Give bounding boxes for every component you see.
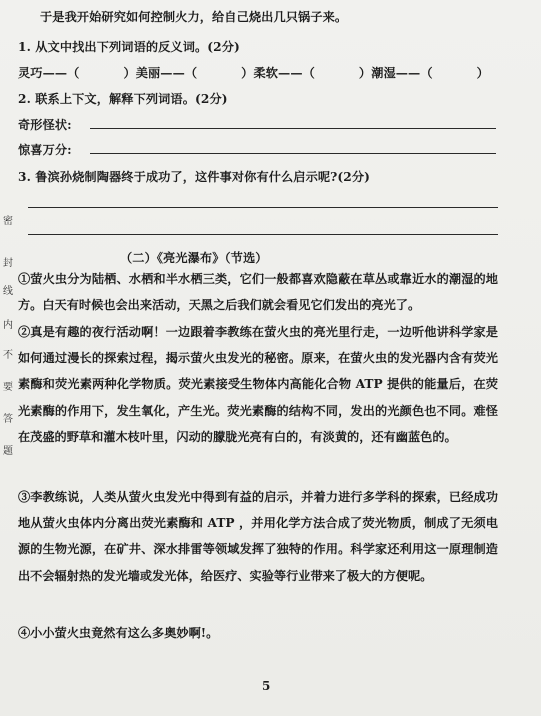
antonym-pair-4: ）潮湿——（ <box>358 66 433 80</box>
margin-mark-8: 题 <box>3 446 13 457</box>
term-1-label: 奇形怪状: <box>18 118 72 132</box>
question-3-prompt: 3. 鲁滨孙烧制陶器终于成功了，这件事对你有什么启示呢?(2分) <box>18 170 371 184</box>
margin-mark-4: 内 <box>3 320 13 331</box>
page-number: 5 <box>262 679 271 693</box>
antonym-pair-2: ）美丽——（ <box>123 66 198 80</box>
answer-line-term-1 <box>90 128 496 129</box>
antonym-pair-end: ） <box>476 66 489 80</box>
margin-mark-2: 封 <box>3 258 13 269</box>
term-2-label: 惊喜万分: <box>18 143 72 157</box>
question-1-prompt: 1. 从文中找出下列词语的反义词。(2分) <box>18 40 240 54</box>
margin-mark-7: 答 <box>3 414 13 425</box>
paragraph-2: ②真是有趣的夜行活动啊！一边跟着李教练在萤火虫的亮光里行走，一边听他讲科学家是如何通过漫长的探索过程，揭示萤火虫发光的秘密。原来，在萤火虫的发光器内含有荧光素酶和荧光素两种化学物质。荧光素接受生物体内高能化合物 ATP 提供的能量后，在荧光素酶的作用下，发生氧化，产生光。荧光素酶的结构不同，发出的光颜色也不同。难怪在茂盛的野草和灌木枝叶里，闪动的朦胧光亮有白的，有淡黄的，还有幽蓝色的。 <box>18 325 498 444</box>
margin-mark-6: 要 <box>3 382 13 393</box>
question-1-antonyms <box>18 64 489 81</box>
section-title: （二）《亮光瀑布》（节选） <box>120 251 268 265</box>
antonym-pair-3: ）柔软——（ <box>241 66 315 80</box>
antonym-pair-1: 灵巧——（ <box>18 66 80 80</box>
answer-line-q3-2 <box>28 234 498 235</box>
paragraph-3: ③李教练说，人类从萤火虫发光中得到有益的启示，并着力进行多学科的探索，已经成功地从萤火虫体内分离出荧光素酶和 ATP ，并用化学方法合成了荧光物质，制成了无须电源的生物光源，在矿井、深水排雷等领域发挥了独特的作用。科学家还利用这一原理制造出不会辐射热的发光墙或发光体，给医疗、实验等行业带来了极大的方便呢。 <box>18 490 498 583</box>
intro-line: 于是我开始研究如何控制火力，给自己烧出几只锅子来。 <box>40 10 348 24</box>
margin-mark-5: 不 <box>3 350 13 361</box>
paragraph-1: ①萤火虫分为陆栖、水栖和半水栖三类，它们一般都喜欢隐蔽在草丛或靠近水的潮湿的地方。白天有时候也会出来活动，天黑之后我们就会看见它们发出的亮光了。 <box>18 272 498 313</box>
margin-mark-1: 密 <box>3 216 13 227</box>
answer-line-q3-1 <box>28 207 498 208</box>
question-2-prompt: 2. 联系上下文，解释下列词语。(2分) <box>18 92 228 106</box>
margin-mark-3: 线 <box>3 286 13 297</box>
paragraph-4: ④小小萤火虫竟然有这么多奥妙啊!。 <box>18 626 219 640</box>
answer-line-term-2 <box>90 153 496 154</box>
